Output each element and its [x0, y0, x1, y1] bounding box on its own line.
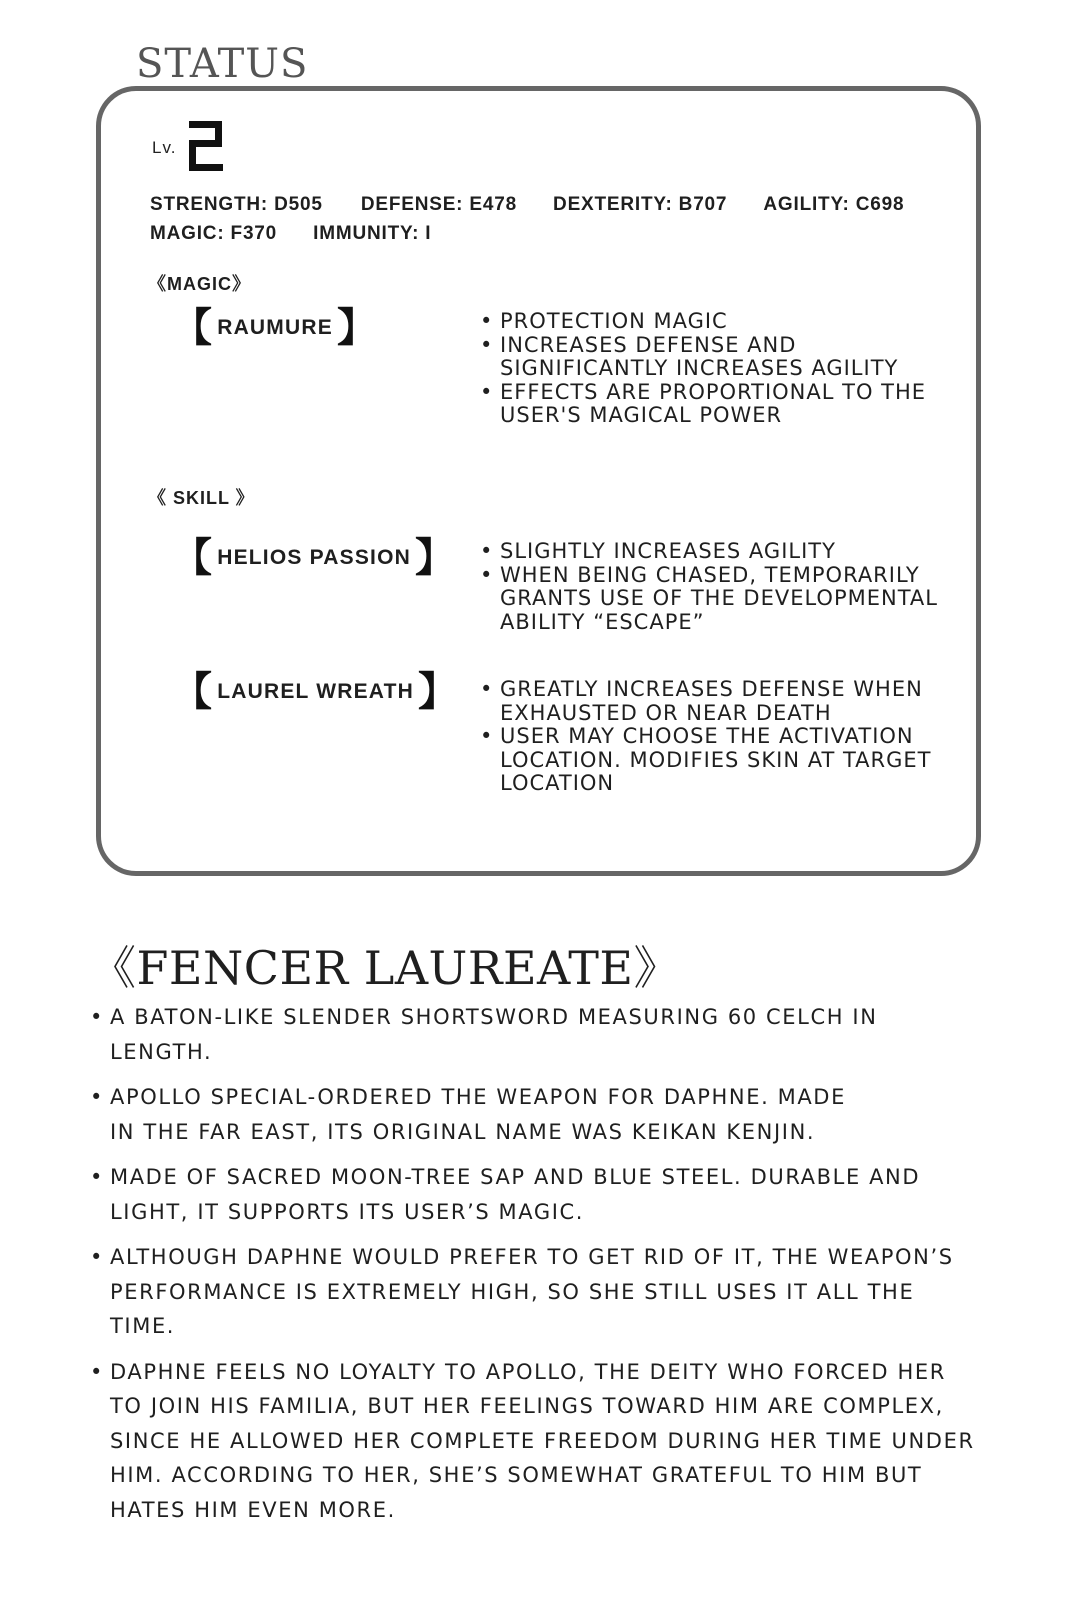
weapon-note: • MADE OF SACRED MOON-TREE SAP AND BLUE STEEL. DURABLE AND LIGHT, IT SUPPORTS ITS USER’S MAGIC.: [90, 1160, 930, 1229]
ability-name-text: LAUREL WREATH: [217, 680, 415, 703]
description-bullet: • WHEN BEING CHASED, TEMPORARILY GRANTS USE OF THE DEVELOPMENTAL ABILITY “ESCAPE”: [480, 564, 970, 635]
ability-name-text: RAUMURE: [217, 316, 333, 339]
level-value: [186, 118, 226, 174]
description-bullet: • USER MAY CHOOSE THE ACTIVATION LOCATION. MODIFIES SKIN AT TARGET LOCATION: [480, 725, 950, 796]
description-bullet: • INCREASES DEFENSE AND SIGNIFICANTLY INCREASES AGILITY: [480, 334, 940, 381]
magic-raumure-name: [172, 308, 378, 348]
skill-laurel-wreath-description: [480, 678, 950, 796]
status-heading: STATUS: [132, 44, 312, 84]
magic-raumure-description: [480, 310, 940, 428]
weapon-note: • A BATON-LIKE SLENDER SHORTSWORD MEASURING 60 CELCH IN LENGTH.: [90, 1000, 910, 1069]
stats-block: [150, 190, 904, 248]
bracket-open-icon: 【: [172, 670, 214, 714]
weapon-note: • ALTHOUGH DAPHNE WOULD PREFER TO GET RID OF IT, THE WEAPON’S PERFORMANCE IS EXTREMELY HIGH, SO SHE STILL USES IT ALL THE TIME.: [90, 1240, 980, 1344]
skill-helios-passion-name: [172, 538, 456, 578]
ability-name-text: HELIOS PASSION: [217, 546, 411, 569]
skill-helios-passion-description: [480, 540, 970, 634]
bracket-close-icon: 】: [336, 306, 379, 350]
bracket-close-icon: 】: [414, 536, 457, 580]
description-bullet: • EFFECTS ARE PROPORTIONAL TO THE USER'S MAGICAL POWER: [480, 381, 940, 428]
stats-row-2: [150, 219, 904, 248]
weapon-title: 《FENCER LAUREATE》: [90, 941, 680, 995]
description-bullet: • PROTECTION MAGIC: [480, 310, 940, 334]
bracket-open-icon: 【: [172, 536, 214, 580]
stat-defense: DEFENSE: E478: [360, 194, 517, 215]
level-label: Lv.: [152, 138, 177, 157]
weapon-note: • APOLLO SPECIAL-ORDERED THE WEAPON FOR DAPHNE. MADE IN THE FAR EAST, ITS ORIGINAL NAME WAS KEIKAN KENJIN.: [90, 1080, 850, 1149]
bracket-open-icon: 【: [172, 306, 214, 350]
stat-agility: AGILITY: C698: [763, 194, 905, 215]
stat-immunity: IMMUNITY: I: [313, 223, 432, 244]
skill-section-label: 《 SKILL 》: [148, 488, 255, 508]
stat-dexterity: DEXTERITY: B707: [553, 194, 728, 215]
bracket-close-icon: 】: [418, 670, 460, 714]
magic-section-label: 《MAGIC》: [148, 274, 251, 294]
stats-row-1: [150, 190, 904, 219]
weapon-note: • DAPHNE FEELS NO LOYALTY TO APOLLO, THE DEITY WHO FORCED HER TO JOIN HIS FAMILIA, BUT HER FEELINGS TOWARD HIM ARE COMPLEX, SINCE HE ALLOWED HER COMPLETE FREEDOM DURING HER TIME UNDER HIM. ACCORDING TO HER, SHE’S SOMEWHAT GRATEFUL TO HIM BUT HATES HIM EVEN MORE.: [90, 1355, 980, 1528]
stat-magic: MAGIC: F370: [150, 223, 278, 244]
description-bullet: • SLIGHTLY INCREASES AGILITY: [480, 540, 970, 564]
weapon-notes-list: [90, 1000, 990, 1538]
description-bullet: • GREATLY INCREASES DEFENSE WHEN EXHAUSTED OR NEAR DEATH: [480, 678, 950, 725]
skill-laurel-wreath-name: [172, 672, 459, 712]
stat-strength: STRENGTH: D505: [150, 194, 323, 215]
